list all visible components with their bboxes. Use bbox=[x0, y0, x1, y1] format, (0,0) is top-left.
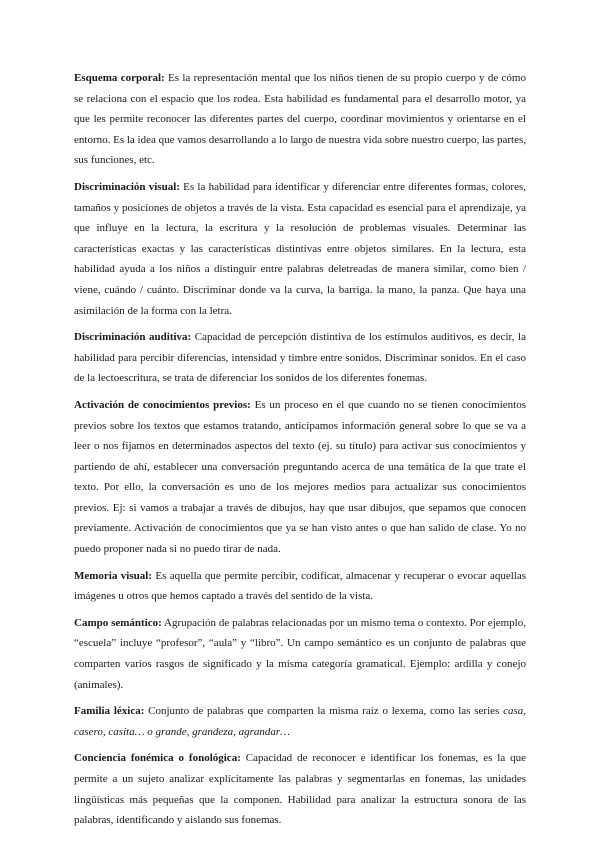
glossary-entry-esquema-corporal bbox=[74, 68, 526, 171]
term-label: Esquema corporal: bbox=[74, 72, 165, 84]
term-definition: Es un proceso en el que cuando no se tienen conocimientos previos sobre los textos que estamos tratando, anticipamos información general sobre lo que se va a leer o nos fijamos en determinados aspectos del texto (ej. su título) para activar sus conocimientos y partiendo de ahí, establecer una conversación preguntando acerca de una temática de la que trate el texto. Por ello, la conversación es uno de los mejores medios para actualizar sus conocimientos previos. Ej: si vamos a trabajar a través de dibujos, hay que usar dibujos, que sepamos que conocen previamente. Activación de conocimientos que ya se han visto antes o que han salido de clase. Yo no puedo proponer nada si no puedo tirar de nada. bbox=[74, 398, 526, 556]
glossary-body bbox=[74, 68, 526, 837]
term-label: Memoria visual: bbox=[74, 569, 152, 582]
term-label: Familia léxica: bbox=[74, 705, 145, 718]
term-label: Discriminación visual: bbox=[74, 180, 180, 193]
term-label: Conciencia fonémica o fonológica: bbox=[74, 752, 241, 765]
glossary-entry-familia-lexica bbox=[74, 701, 526, 742]
glossary-entry-activacion-conocimientos bbox=[74, 395, 526, 560]
term-label: Activación de conocimientos previos: bbox=[74, 398, 251, 411]
term-definition: Es aquella que permite percibir, codificar, almacenar y recuperar o evocar aquellas imágenes u otros que hemos captado a través del sentido de la vista. bbox=[74, 569, 527, 603]
term-definition: Es la representación mental que los niños tienen de su propio cuerpo y de cómo se relaciona con el espacio que los rodea. Esta habilidad es fundamental para el desarrollo motor, ya que les permite reconocer las diferentes partes del cuerpo, coordinar movimientos y orientarse en el entorno. Es la idea que vamos desarrollando a lo largo de nuestra vida sobre nuestro cuerpo, las partes, sus funciones, etc. bbox=[74, 72, 526, 167]
term-definition: Capacidad de percepción distintiva de los estímulos auditivos, es decir, la habilidad para percibir diferencias, intensidad y timbre entre sonidos. Discriminar sonidos. En el caso de la lectoescritura, se trata de diferenciar los sonidos de los diferentes fonemas. bbox=[74, 331, 526, 385]
term-definition: Agrupación de palabras relacionadas por un mismo tema o contexto. Por ejemplo, “escuela” incluye “profesor”, “aula” y “libro”. Un campo semántico es un conjunto de palabras que comparten varios rasgos de significado y la misma categoría gramatical. Ejemplo: ardilla y conejo (animales). bbox=[74, 616, 526, 691]
glossary-entry-discriminacion-auditiva bbox=[74, 327, 526, 389]
term-definition: Es la habilidad para identificar y diferenciar entre diferentes formas, colores, tamaños y posiciones de objetos a través de la vista. Esta capacidad es esencial para el aprendizaje, ya que influye en la lectura, la escritura y la resolución de problemas visuales. Determinar las características exactas y las características distintivas entre objetos similares. En la lectura, esta habilidad ayuda a los niños a distinguir entre palabras deletreadas de manera similar, como bien / viene, cuándo / cuánto. Discriminar donde va la curva, la barriga. la mano, la panza. Que haya una asimilación de la forma con la letra. bbox=[74, 180, 526, 317]
term-definition: Capacidad de reconocer e identificar los fonemas, es la que permite a un sujeto analizar explícitamente las palabras y segmentarlas en fonemas, las unidades lingüísticas más pequeñas que la componen. Habilidad para analizar la estructura sonora de las palabras, identificando y aislando sus fonemas. bbox=[74, 752, 526, 827]
term-definition: Conjunto de palabras que comparten la misma raíz o lexema, como las series bbox=[144, 705, 504, 718]
term-label: Discriminación auditiva: bbox=[74, 331, 192, 344]
term-label: Campo semántico: bbox=[74, 616, 162, 629]
glossary-entry-discriminacion-visual bbox=[74, 177, 526, 321]
glossary-entry-memoria-visual bbox=[74, 566, 526, 607]
glossary-entry-campo-semantico bbox=[74, 613, 526, 695]
term-example-italic: casa, casero, casita… o grande, grandeza, agrandar… bbox=[74, 705, 526, 738]
glossary-entry-conciencia-fonemica bbox=[74, 748, 526, 830]
